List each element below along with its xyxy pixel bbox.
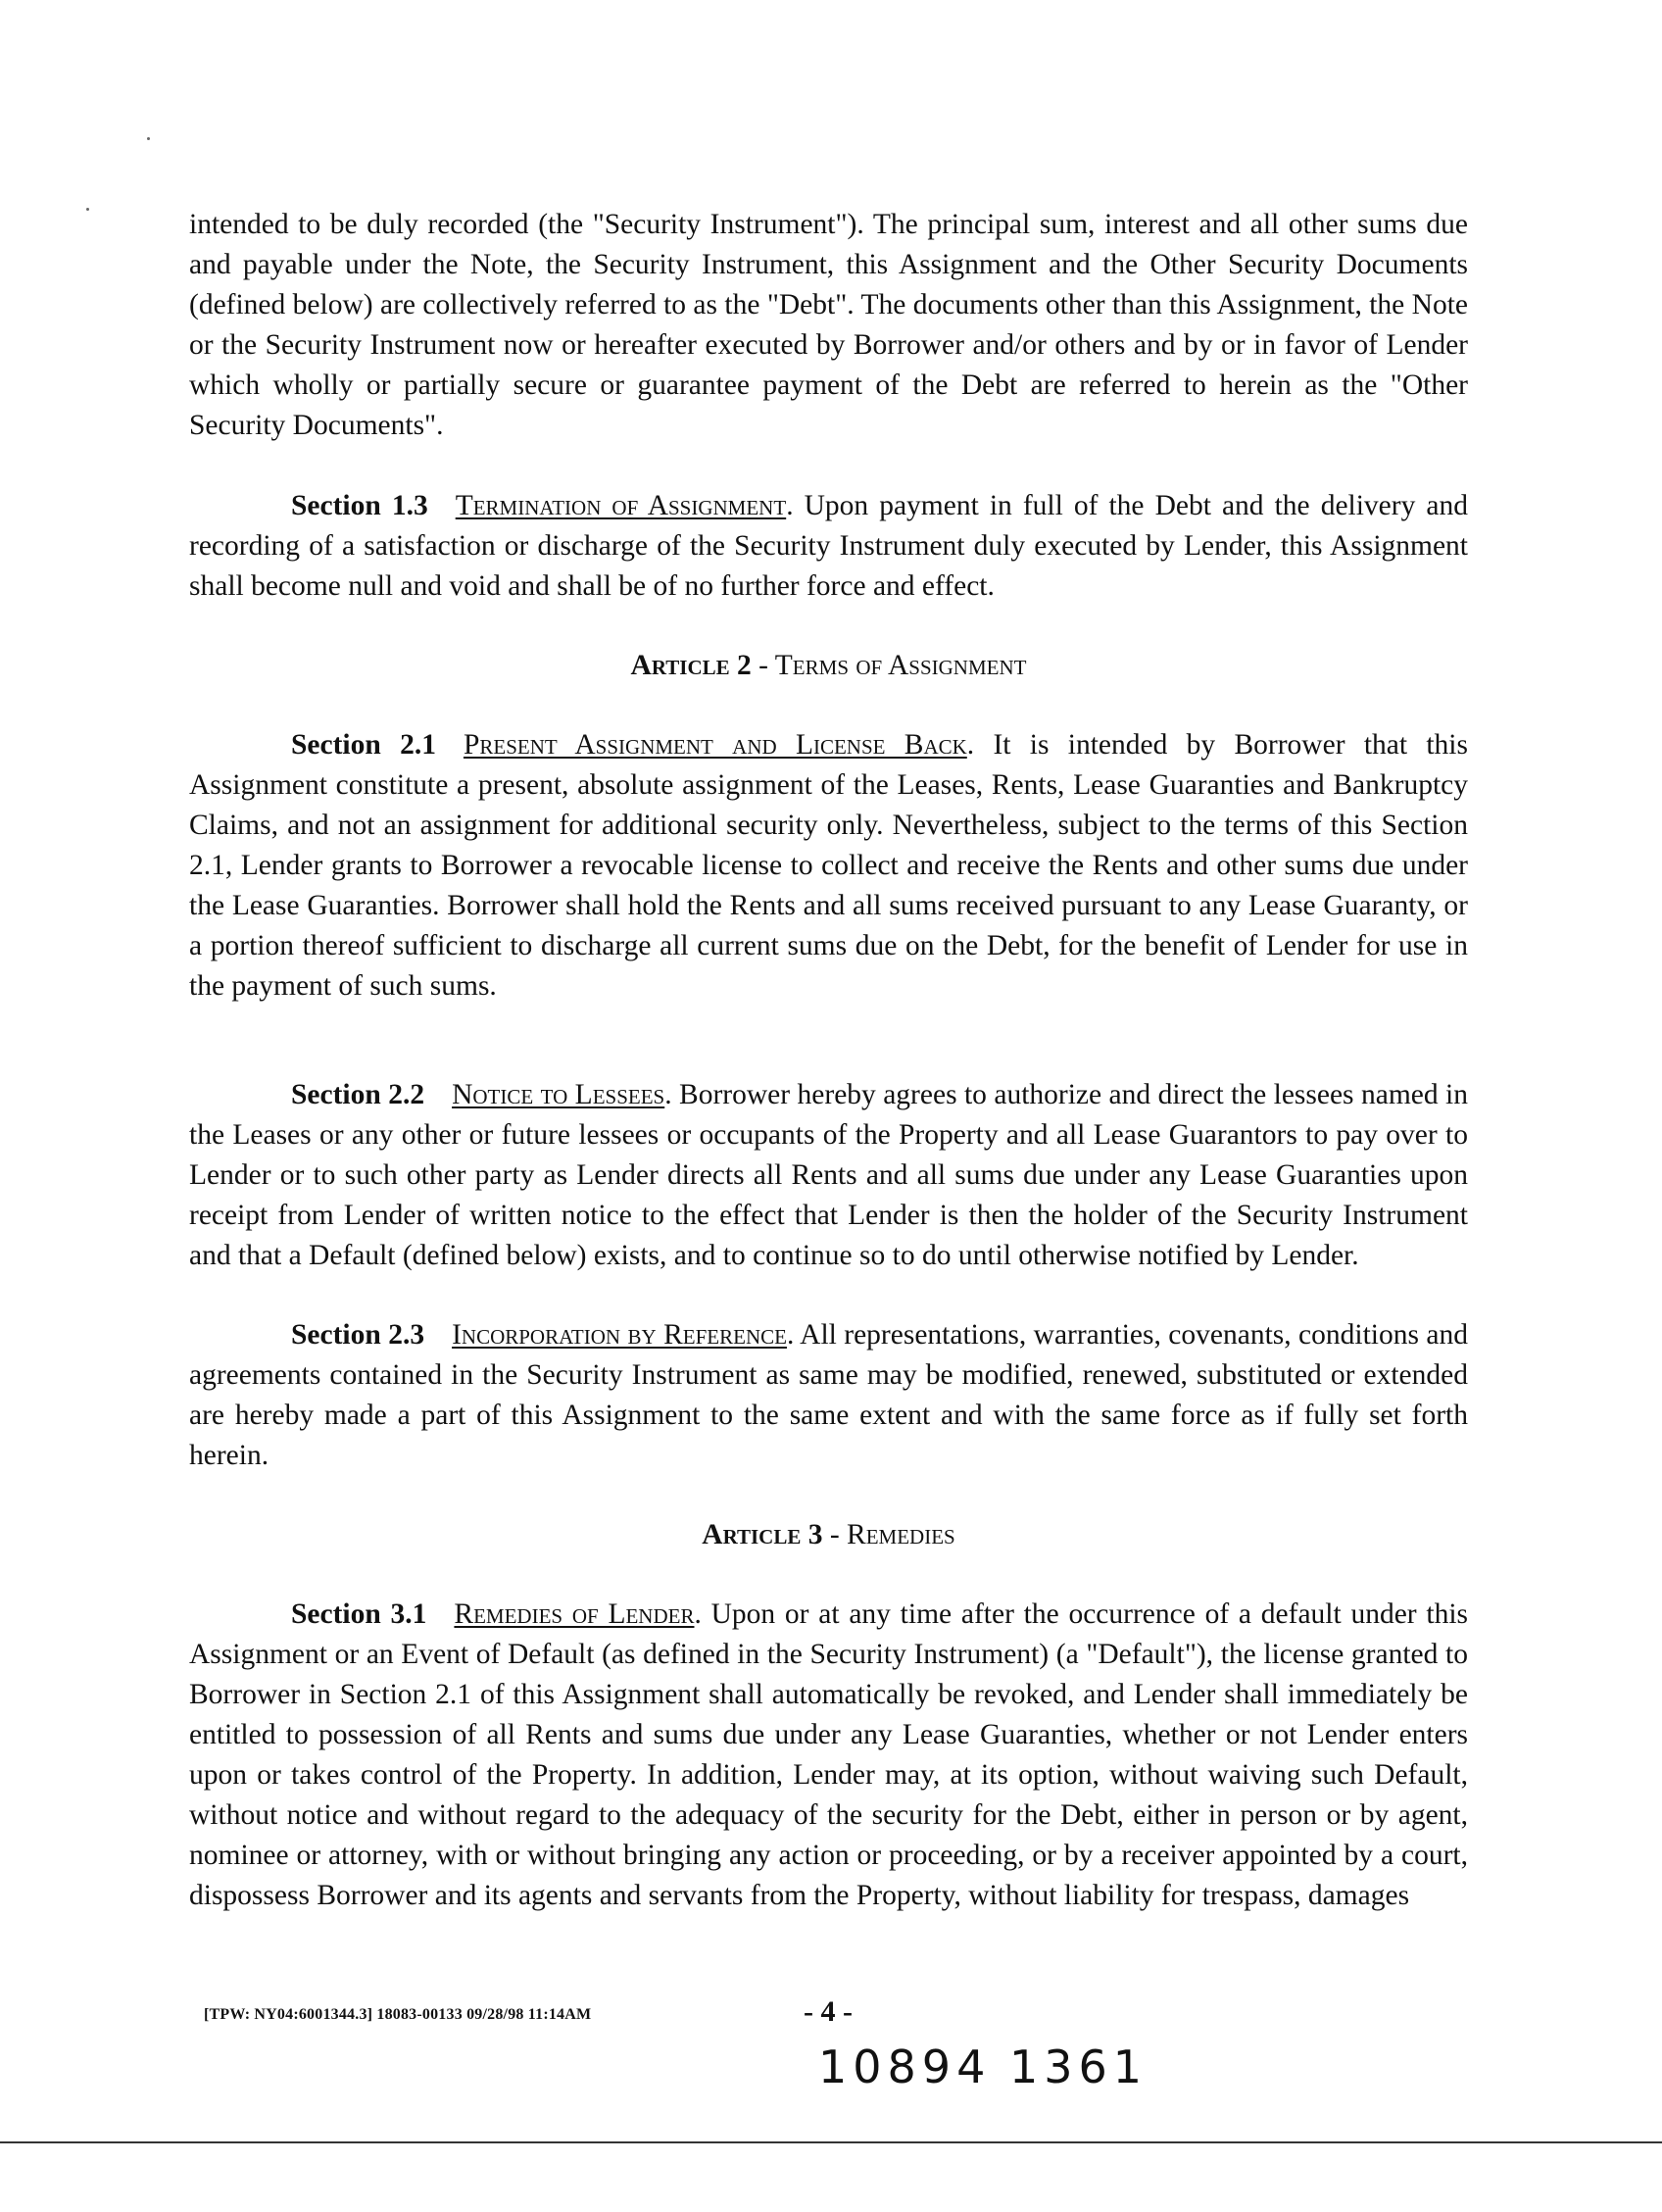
scan-speck xyxy=(86,208,89,211)
section-title: Termination of Assignment xyxy=(455,490,787,521)
section-2-1 xyxy=(189,725,1468,1007)
section-1-3 xyxy=(189,486,1468,607)
section-body: . It is intended by Borrower that this Assignment constitute a present, absolute assignment of the Leases, Rents, Lease Guaranties and Bankruptcy Claims, and not an assignment for additional security only. Nevertheless, subject to the terms of this Section 2.1, Lender grants to Borrower a revocable license to collect and receive the Rents and other sums due under the Lease Guaranties. Borrower shall hold the Rents and all sums received pursuant to any Lease Guaranty, or a portion thereof sufficient to discharge all current sums due on the Debt, for the benefit of Lender for use in the payment of such sums. xyxy=(189,729,1468,1002)
page-number: - 4 - xyxy=(804,1995,853,2028)
book-number-stamp: 10894 xyxy=(818,2040,992,2093)
section-number: Section 2.1 xyxy=(291,729,436,761)
paragraph-intro: intended to be duly recorded (the "Security Instrument"). The principal sum, interest and all other sums due and payable under the Note, the Security Instrument, this Assignment and the Other Security Documents (defined below) are collectively referred to as the "Debt". The documents other than this Assignment, the Note or the Security Instrument now or hereafter executed by Borrower and/or others and by or in favor of Lender which wholly or partially secure or guarantee payment of the Debt are referred to herein as the "Other Security Documents". xyxy=(189,209,1468,441)
section-2-3 xyxy=(189,1315,1468,1476)
body-text xyxy=(189,205,1468,1916)
bottom-rule xyxy=(0,2141,1662,2143)
article-title: - Terms of Assignment xyxy=(751,650,1027,681)
scan-speck xyxy=(147,137,150,140)
section-title: Present Assignment and License Back xyxy=(463,729,967,761)
section-2-2 xyxy=(189,1075,1468,1276)
section-number: Section 3.1 xyxy=(291,1598,427,1630)
section-title: Notice to Lessees xyxy=(452,1079,665,1110)
section-title: Remedies of Lender xyxy=(454,1598,695,1630)
section-body: . Upon payment in full of the Debt and the delivery and recording of a satisfaction or discharge of the Security Instrument duly executed by Lender, this Assignment shall become null and void and shall be of no further force and effect. xyxy=(189,490,1468,602)
section-number: Section 2.3 xyxy=(291,1319,425,1351)
section-body: . Upon or at any time after the occurrence of a default under this Assignment or an Event of Default (as defined in the Security Instrument) (a "Default"), the license granted to Borrower in Section 2.1 of this Assignment shall automatically be revoked, and Lender shall immediately be entitled to possession of all Rents and sums due under any Lease Guaranties, whether or not Lender enters upon or takes control of the Property. In addition, Lender may, at its option, without waiving such Default, without notice and without regard to the adequacy of the security for the Debt, either in person or by agent, nominee or attorney, with or without bringing any action or proceeding, or by a receiver appointed by a court, dispossess Borrower and its agents and servants from the Property, without liability for trespass, damages xyxy=(189,1598,1468,1911)
section-number: Section 1.3 xyxy=(291,490,428,521)
page-stamp: 1361 xyxy=(1009,2040,1149,2093)
article-title: - Remedies xyxy=(822,1519,955,1550)
article-2-heading xyxy=(189,646,1468,686)
section-body: . All representations, warranties, covenants, conditions and agreements contained in the Security Instrument as same may be modified, renewed, substituted or extended are hereby made a part of this Assignment to the same extent and with the same force as if fully set forth herein. xyxy=(189,1319,1468,1471)
section-3-1 xyxy=(189,1595,1468,1916)
section-title: Incorporation by Reference xyxy=(452,1319,787,1351)
article-label: Article 3 xyxy=(702,1519,823,1550)
article-label: Article 2 xyxy=(630,650,752,681)
document-reference: [TPW: NY04:6001344.3] 18083-00133 09/28/98 11:14AM xyxy=(204,2006,592,2023)
section-body: . Borrower hereby agrees to authorize and direct the lessees named in the Leases or any other or future lessees or occupants of the Property and all Lease Guarantors to pay over to Lender or to such other party as Lender directs all Rents and all sums due under any Lease Guaranties upon receipt from Lender of written notice to the effect that Lender is then the holder of the Security Instrument and that a Default (defined below) exists, and to continue so to do until otherwise notified by Lender. xyxy=(189,1079,1468,1271)
article-3-heading xyxy=(189,1515,1468,1555)
section-number: Section 2.2 xyxy=(291,1079,425,1110)
